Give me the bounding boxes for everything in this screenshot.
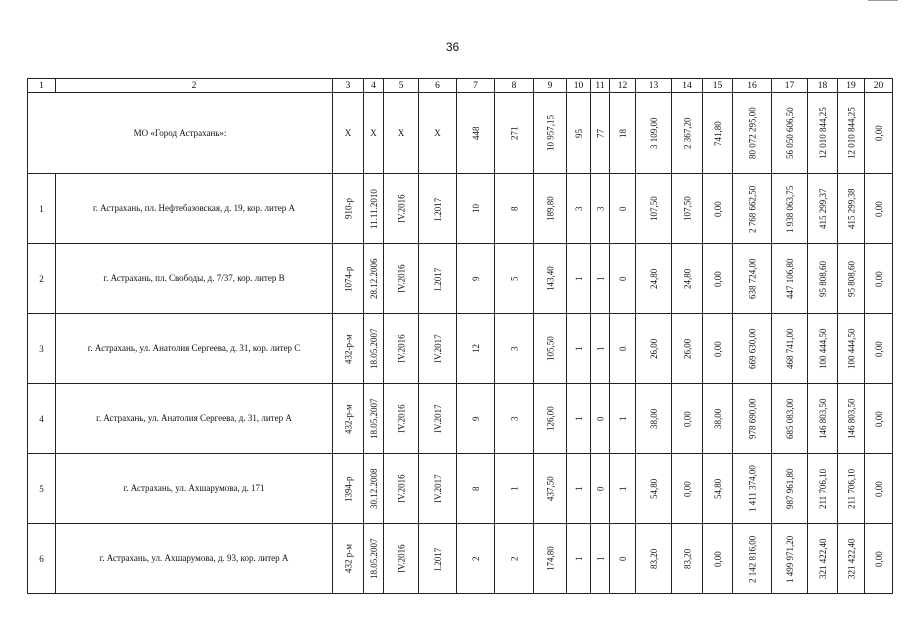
data-cell: 0,00 [865,244,893,314]
data-cell: 415 299,37 [808,174,838,244]
data-cell: 1 [567,314,591,384]
data-cell: IV.2016 [384,174,419,244]
data-cell: 18.05.2007 [364,314,384,384]
summary-cell: Х [333,93,364,174]
data-cell: 126,00 [534,384,567,454]
data-cell: 3 [495,384,534,454]
data-cell: 26,00 [672,314,703,384]
data-cell: 3 [495,314,534,384]
data-cell: IV.2016 [384,454,419,524]
data-cell: IV.2016 [384,524,419,594]
data-cell: 30.12.2008 [364,454,384,524]
page-number: 36 [445,40,460,54]
data-cell: 669 630,00 [733,314,772,384]
column-number: 17 [772,79,808,93]
row-number: 4 [28,384,56,454]
data-cell: 100 444,50 [808,314,838,384]
column-number: 19 [838,79,865,93]
column-number: 10 [567,79,591,93]
table-row [28,244,893,314]
data-cell: 321 422,40 [808,524,838,594]
data-cell: 0 [610,524,636,594]
row-number: 5 [28,454,56,524]
address-cell: г. Астрахань, ул. Ахшарумова, д. 171 [56,454,333,524]
data-cell: I.2017 [419,244,457,314]
data-cell: 1394-р [333,454,364,524]
summary-cell: 2 367,20 [672,93,703,174]
data-cell: 468 741,00 [772,314,808,384]
data-cell: 1 [567,384,591,454]
data-cell: 12 [457,314,495,384]
column-number: 3 [333,79,364,93]
data-cell: IV.2017 [419,454,457,524]
column-number: 7 [457,79,495,93]
data-cell: 2 [457,524,495,594]
data-cell: IV.2017 [419,314,457,384]
data-cell: 1 [495,454,534,524]
data-cell: 9 [457,384,495,454]
data-cell: 146 803,50 [808,384,838,454]
data-cell: 8 [495,174,534,244]
address-cell: г. Астрахань, пл. Свободы, д. 7/37, кор. литер В [56,244,333,314]
data-cell: 0 [591,384,610,454]
summary-cell: 271 [495,93,534,174]
table-row [28,174,893,244]
data-cell: 24,80 [672,244,703,314]
data-cell: 38,00 [636,384,672,454]
data-cell: 3 [591,174,610,244]
corner-mark [868,0,898,1]
data-cell: IV.2016 [384,384,419,454]
data-cell: 1 [567,244,591,314]
data-cell: 0,00 [865,174,893,244]
summary-cell: 77 [591,93,610,174]
data-cell: 0,00 [703,244,733,314]
data-cell: 1 [591,314,610,384]
data-cell: I.2017 [419,524,457,594]
summary-cell: 10 957,15 [534,93,567,174]
data-cell: 2 142 816,00 [733,524,772,594]
data-cell: 0,00 [865,314,893,384]
summary-cell: 3 109,00 [636,93,672,174]
column-number: 5 [384,79,419,93]
row-number: 2 [28,244,56,314]
address-cell: г. Астрахань, ул. Анатолия Сергеева, д. 31, литер А [56,384,333,454]
data-cell: 0,00 [865,524,893,594]
column-number: 18 [808,79,838,93]
data-cell: IV.2017 [419,384,457,454]
data-cell: IV.2016 [384,244,419,314]
summary-cell: 448 [457,93,495,174]
data-cell: 638 724,00 [733,244,772,314]
data-cell: 18.05.2007 [364,384,384,454]
summary-cell: 80 072 295,00 [733,93,772,174]
data-cell: 10 [457,174,495,244]
data-cell: 26,00 [636,314,672,384]
data-cell: 143,40 [534,244,567,314]
data-cell: 146 803,50 [838,384,865,454]
address-cell: г. Астрахань, ул. Анатолия Сергеева, д. 31, кор. литер С [56,314,333,384]
data-cell: 987 961,80 [772,454,808,524]
column-number: 6 [419,79,457,93]
data-cell: 5 [495,244,534,314]
data-cell: 0,00 [865,454,893,524]
table-row [28,384,893,454]
data-cell: 0,00 [703,174,733,244]
column-number: 16 [733,79,772,93]
row-number: 6 [28,524,56,594]
summary-cell: Х [364,93,384,174]
column-number: 8 [495,79,534,93]
data-cell: 432-р-м [333,384,364,454]
table-row [28,454,893,524]
summary-cell: 741,80 [703,93,733,174]
data-cell: 1 411 374,00 [733,454,772,524]
data-cell: 1 [567,454,591,524]
summary-cell: 95 [567,93,591,174]
column-number: 1 [28,79,56,93]
data-cell: 0 [610,174,636,244]
data-cell: 0,00 [672,454,703,524]
data-cell: 1074-р [333,244,364,314]
data-cell: 83,20 [672,524,703,594]
summary-cell: 56 050 606,50 [772,93,808,174]
summary-cell: Х [384,93,419,174]
data-cell: 1 [610,384,636,454]
data-cell: 211 706,10 [838,454,865,524]
data-cell: 437,50 [534,454,567,524]
data-cell: 18.05.2007 [364,524,384,594]
row-number: 1 [28,174,56,244]
data-cell: 432 р-м [333,524,364,594]
data-cell: 1 [610,454,636,524]
data-cell: 1 938 063,75 [772,174,808,244]
data-cell: 100 444,50 [838,314,865,384]
data-cell: 95 808,60 [838,244,865,314]
column-number: 12 [610,79,636,93]
data-cell: 2 768 662,50 [733,174,772,244]
address-cell: г. Астрахань, пл. Нефтебазовская, д. 19, кор. литер А [56,174,333,244]
row-number: 3 [28,314,56,384]
column-number: 14 [672,79,703,93]
table-row [28,314,893,384]
data-cell: 0 [591,454,610,524]
data-cell: 107,50 [636,174,672,244]
data-cell: 321 422,40 [838,524,865,594]
column-number: 4 [364,79,384,93]
summary-row [28,93,893,174]
data-cell: 9 [457,244,495,314]
column-number-row [28,79,893,93]
data-cell: 447 106,80 [772,244,808,314]
data-cell: 8 [457,454,495,524]
data-cell: 0,00 [703,314,733,384]
column-number: 13 [636,79,672,93]
data-cell: 685 083,00 [772,384,808,454]
data-cell: 3 [567,174,591,244]
data-cell: 174,80 [534,524,567,594]
data-cell: 1 [567,524,591,594]
summary-cell: 12 010 844,25 [838,93,865,174]
column-number: 11 [591,79,610,93]
table-row [28,524,893,594]
column-number: 15 [703,79,733,93]
summary-cell: 18 [610,93,636,174]
data-cell: 1 [591,524,610,594]
data-cell: IV.2016 [384,314,419,384]
column-number: 2 [56,79,333,93]
data-cell: 1 [591,244,610,314]
data-cell: 24,80 [636,244,672,314]
data-cell: 28.12.2006 [364,244,384,314]
data-cell: 415 299,38 [838,174,865,244]
data-cell: 0,00 [703,524,733,594]
data-cell: 1 499 971,20 [772,524,808,594]
data-cell: 2 [495,524,534,594]
data-cell: 432-р-м [333,314,364,384]
data-cell: 0 [610,244,636,314]
data-cell: 978 690,00 [733,384,772,454]
data-cell: 54,80 [703,454,733,524]
data-cell: 95 808,60 [808,244,838,314]
column-number: 20 [865,79,893,93]
data-cell: 54,80 [636,454,672,524]
data-cell: 211 706,10 [808,454,838,524]
summary-cell: 0,00 [865,93,893,174]
column-number: 9 [534,79,567,93]
data-cell: 910-р [333,174,364,244]
data-cell: 38,00 [703,384,733,454]
summary-label: МО «Город Астрахань»: [28,93,333,174]
summary-cell: 12 010 844,25 [808,93,838,174]
data-cell: 11.11.2010 [364,174,384,244]
summary-cell: Х [419,93,457,174]
housing-registry-table [27,78,893,594]
data-cell: 0 [610,314,636,384]
data-cell: 83,20 [636,524,672,594]
data-cell: 105,50 [534,314,567,384]
address-cell: г. Астрахань, ул. Ахшарумова, д. 93, кор. литер А [56,524,333,594]
data-cell: 189,80 [534,174,567,244]
data-cell: 0,00 [865,384,893,454]
data-cell: I.2017 [419,174,457,244]
data-cell: 0,00 [672,384,703,454]
data-cell: 107,50 [672,174,703,244]
